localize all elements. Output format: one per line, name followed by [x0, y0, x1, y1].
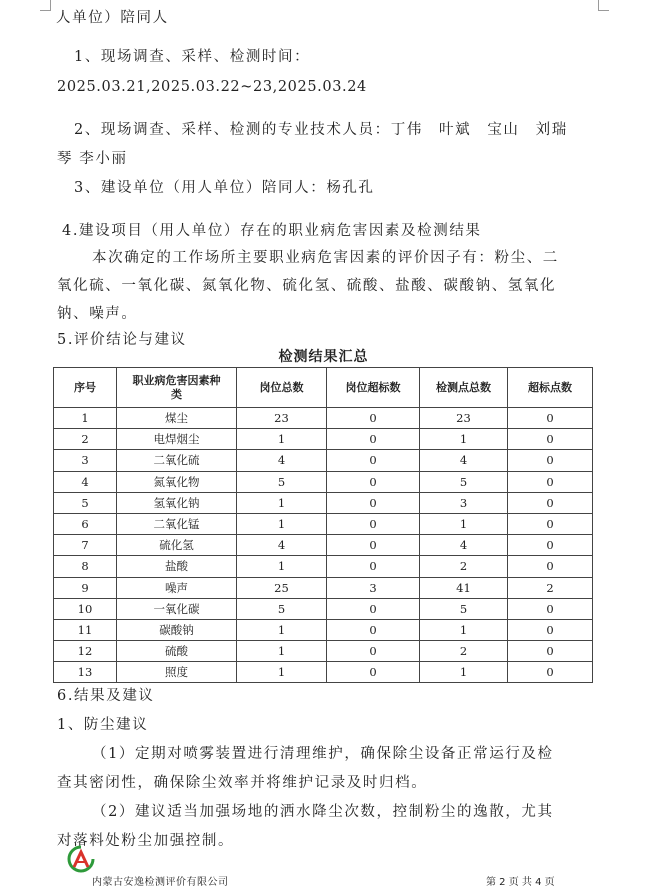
section6-heading: 6.结果及建议 — [57, 688, 155, 704]
footer-page-number: 第 2 页 共 4 页 — [486, 877, 555, 888]
cell-posts-total: 5 — [237, 471, 327, 492]
cell-points-total: 3 — [420, 492, 508, 513]
cell-posts-total: 1 — [237, 492, 327, 513]
section6-item2-line1: （2）建议适当加强场地的洒水降尘次数，控制粉尘的逸散，尤其 — [92, 804, 554, 820]
cell-points-total: 23 — [420, 408, 508, 429]
cell-points-exceed: 0 — [508, 641, 593, 662]
cell-points-total: 1 — [420, 429, 508, 450]
results-table — [53, 367, 593, 683]
table-row — [54, 450, 593, 471]
section4-para-line2: 氧化硫、一氧化碳、氮氧化物、硫化氢、硫酸、盐酸、碳酸钠、氢氧化 — [57, 278, 557, 294]
cell-points-exceed: 0 — [508, 513, 593, 534]
cell-index: 3 — [54, 450, 117, 471]
cell-index: 1 — [54, 408, 117, 429]
cell-posts-exceed: 0 — [327, 535, 420, 556]
cell-factor: 氢氧化钠 — [117, 492, 237, 513]
section2-line1: 2、现场调查、采样、检测的专业技术人员：丁伟 叶斌 宝山 刘瑞 — [74, 122, 568, 138]
cell-index: 10 — [54, 598, 117, 619]
cell-posts-exceed: 0 — [327, 450, 420, 471]
intro-fragment: 人单位）陪同人 — [56, 10, 169, 26]
section5-heading: 5.评价结论与建议 — [57, 332, 187, 348]
cell-index: 8 — [54, 556, 117, 577]
section2-line2: 琴 李小丽 — [57, 151, 128, 167]
table-row — [54, 577, 593, 598]
cell-points-total: 4 — [420, 535, 508, 556]
table-row — [54, 513, 593, 534]
cell-points-exceed: 0 — [508, 408, 593, 429]
cell-factor: 硫化氢 — [117, 535, 237, 556]
cell-factor: 照度 — [117, 662, 237, 683]
cell-points-exceed: 0 — [508, 535, 593, 556]
cell-points-total: 2 — [420, 641, 508, 662]
table-row — [54, 598, 593, 619]
cell-points-exceed: 0 — [508, 619, 593, 640]
section1-dates: 2025.03.21,2025.03.22~23,2025.03.24 — [57, 79, 367, 95]
table-title: 检测结果汇总 — [278, 349, 369, 365]
cell-factor: 电焊烟尘 — [117, 429, 237, 450]
table-row — [54, 471, 593, 492]
cell-posts-total: 1 — [237, 641, 327, 662]
cell-points-total: 41 — [420, 577, 508, 598]
cell-index: 7 — [54, 535, 117, 556]
cell-factor: 二氧化硫 — [117, 450, 237, 471]
cell-factor: 煤尘 — [117, 408, 237, 429]
cell-posts-exceed: 0 — [327, 513, 420, 534]
cell-posts-total: 4 — [237, 450, 327, 471]
table-row — [54, 492, 593, 513]
cell-points-total: 1 — [420, 513, 508, 534]
header-factor: 职业病危害因素种类 — [117, 368, 237, 408]
cell-points-exceed: 0 — [508, 662, 593, 683]
cell-posts-exceed: 0 — [327, 662, 420, 683]
cell-index: 4 — [54, 471, 117, 492]
cell-points-exceed: 0 — [508, 429, 593, 450]
cell-posts-total: 5 — [237, 598, 327, 619]
cell-index: 5 — [54, 492, 117, 513]
footer-company: 内蒙古安逸检测评价有限公司 — [92, 877, 229, 888]
cell-posts-total: 23 — [237, 408, 327, 429]
cell-posts-total: 1 — [237, 429, 327, 450]
cell-posts-exceed: 0 — [327, 471, 420, 492]
section3-text: 3、建设单位（用人单位）陪同人：杨孔孔 — [74, 180, 375, 196]
section4-heading: 4.建设项目（用人单位）存在的职业病危害因素及检测结果 — [62, 223, 482, 239]
table-row — [54, 662, 593, 683]
cell-index: 6 — [54, 513, 117, 534]
cell-index: 11 — [54, 619, 117, 640]
cell-posts-total: 1 — [237, 513, 327, 534]
cell-factor: 盐酸 — [117, 556, 237, 577]
cell-points-total: 5 — [420, 471, 508, 492]
crop-mark-right — [598, 0, 609, 11]
cell-posts-exceed: 0 — [327, 408, 420, 429]
table-row — [54, 619, 593, 640]
header-points-total: 检测点总数 — [420, 368, 508, 408]
table-row — [54, 535, 593, 556]
cell-factor: 一氧化碳 — [117, 598, 237, 619]
cell-posts-total: 4 — [237, 535, 327, 556]
header-posts-exceed: 岗位超标数 — [327, 368, 420, 408]
cell-posts-exceed: 0 — [327, 619, 420, 640]
section6-item2-line2: 对落料处粉尘加强控制。 — [57, 833, 235, 849]
cell-points-total: 4 — [420, 450, 508, 471]
company-logo-icon — [66, 845, 96, 873]
section4-para-line1: 本次确定的工作场所主要职业病危害因素的评价因子有：粉尘、二 — [92, 250, 559, 266]
cell-factor: 噪声 — [117, 577, 237, 598]
section4-para-line3: 钠、噪声。 — [57, 306, 138, 322]
cell-posts-exceed: 0 — [327, 429, 420, 450]
cell-index: 13 — [54, 662, 117, 683]
section6-item1-line2: 查其密闭性，确保除尘效率并将维护记录及时归档。 — [57, 775, 428, 791]
cell-index: 2 — [54, 429, 117, 450]
cell-points-total: 5 — [420, 598, 508, 619]
cell-posts-exceed: 0 — [327, 492, 420, 513]
cell-points-exceed: 0 — [508, 471, 593, 492]
header-points-exceed: 超标点数 — [508, 368, 593, 408]
table-row — [54, 429, 593, 450]
cell-factor: 碳酸钠 — [117, 619, 237, 640]
cell-posts-exceed: 0 — [327, 641, 420, 662]
header-index: 序号 — [54, 368, 117, 408]
cell-points-total: 1 — [420, 619, 508, 640]
cell-points-exceed: 0 — [508, 556, 593, 577]
cell-posts-total: 1 — [237, 556, 327, 577]
section6-sub1: 1、防尘建议 — [57, 717, 149, 733]
cell-factor: 二氧化锰 — [117, 513, 237, 534]
header-posts-total: 岗位总数 — [237, 368, 327, 408]
cell-factor: 氮氧化物 — [117, 471, 237, 492]
section1-heading: 1、现场调查、采样、检测时间： — [74, 49, 311, 65]
table-row — [54, 408, 593, 429]
cell-posts-total: 1 — [237, 619, 327, 640]
cell-points-total: 1 — [420, 662, 508, 683]
cell-posts-total: 1 — [237, 662, 327, 683]
cell-posts-total: 25 — [237, 577, 327, 598]
cell-points-exceed: 0 — [508, 492, 593, 513]
cell-points-exceed: 0 — [508, 598, 593, 619]
cell-posts-exceed: 0 — [327, 598, 420, 619]
cell-factor: 硫酸 — [117, 641, 237, 662]
crop-mark-left — [40, 0, 51, 11]
cell-index: 9 — [54, 577, 117, 598]
cell-points-total: 2 — [420, 556, 508, 577]
table-row — [54, 556, 593, 577]
cell-posts-exceed: 0 — [327, 556, 420, 577]
table-row — [54, 641, 593, 662]
table-header-row — [54, 368, 593, 408]
section6-item1-line1: （1）定期对喷雾装置进行清理维护，确保除尘设备正常运行及检 — [92, 746, 554, 762]
cell-points-exceed: 2 — [508, 577, 593, 598]
cell-index: 12 — [54, 641, 117, 662]
cell-points-exceed: 0 — [508, 450, 593, 471]
cell-posts-exceed: 3 — [327, 577, 420, 598]
